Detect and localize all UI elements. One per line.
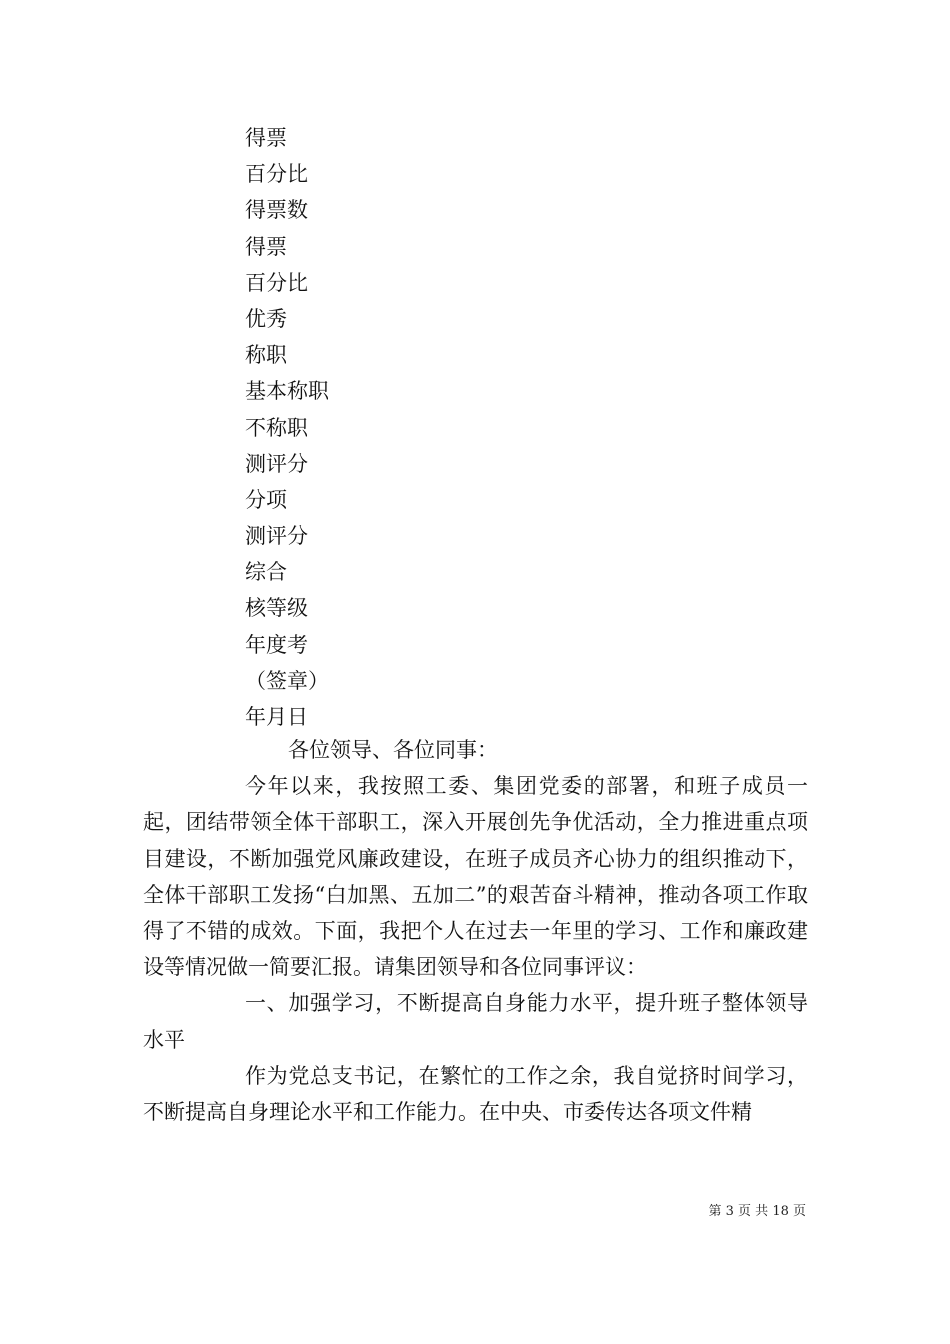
label-list — [245, 120, 329, 735]
label-item: 得票 — [245, 126, 287, 150]
label-item: 测评分 — [245, 451, 308, 476]
page-footer — [0, 1202, 806, 1222]
label-item: 得票 — [245, 234, 287, 259]
section-heading: 一、加强学习，不断提高自身能力水平，提升班子整体领导水平 — [143, 991, 808, 1052]
label-item: 百分比 — [245, 162, 308, 187]
label-item: 分项 — [245, 487, 287, 512]
label-item: 综合 — [245, 560, 287, 585]
label-item: 基本称职 — [245, 379, 329, 404]
label-item: 百分比 — [245, 270, 308, 295]
label-item: 核等级 — [245, 596, 308, 621]
label-item: 年度考 — [245, 632, 308, 657]
label-item: （签章） — [245, 668, 329, 693]
label-item: 测评分 — [245, 524, 308, 549]
body-paragraph: 作为党总支书记，在繁忙的工作之余，我自觉挤时间学习，不断提高自身理论水平和工作能力。在中央、市委传达各项文件精 — [143, 1063, 808, 1125]
body-paragraph: 今年以来，我按照工委、集团党委的部署，和班子成员一起，团结带领全体干部职工，深入开展创先争优活动，全力推进重点项目建设，不断加强党风廉政建设，在班子成员齐心协力的组织推动下，全体干部职工发扬“白加黑、五加二”的艰苦奋斗精神，推动各项工作取得了不错的成效。下面，我把个人在过去一年里的学习、工作和廉政建设等情况做一简要汇报。请集团领导和各位同事评议： — [143, 774, 808, 980]
body-text — [143, 732, 808, 1130]
label-item: 称职 — [245, 343, 287, 368]
salutation: 各位领导、各位同事： — [288, 738, 498, 762]
label-item: 年月日 — [245, 705, 308, 729]
label-item: 不称职 — [245, 415, 308, 440]
page-number: 第 3 页 共 18 页 — [708, 1204, 806, 1219]
label-item: 优秀 — [245, 306, 287, 331]
label-item: 得票数 — [245, 198, 308, 223]
